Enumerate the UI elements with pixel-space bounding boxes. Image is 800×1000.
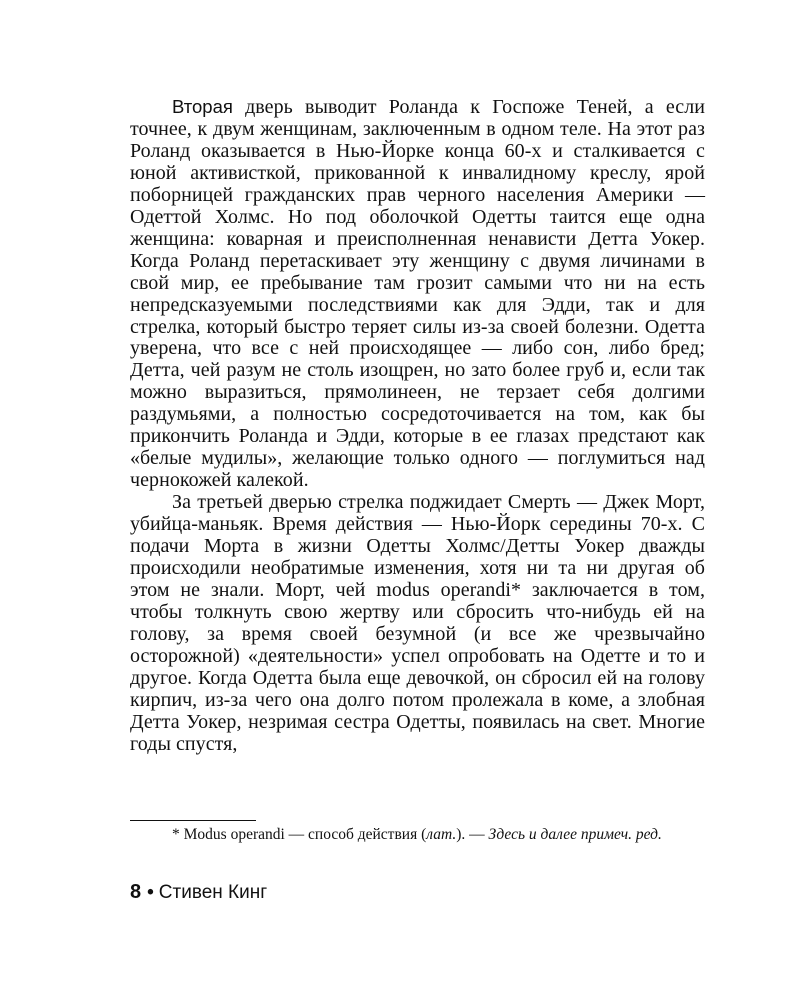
bullet-separator: •	[147, 882, 154, 903]
footnote-language: лат.	[426, 826, 457, 843]
page-number: 8	[130, 881, 142, 903]
footnote-middle: ). —	[456, 826, 489, 843]
page-body	[130, 96, 705, 756]
footnote	[130, 825, 705, 845]
footnote-divider	[130, 820, 256, 821]
running-footer	[130, 880, 267, 905]
footnote-editor-note: Здесь и далее примеч. ред.	[488, 826, 662, 843]
footnote-prefix: * Modus operandi — способ действия (	[172, 826, 427, 843]
author-name: Стивен Кинг	[158, 882, 268, 903]
paragraph-1	[130, 96, 705, 492]
paragraph-1-text	[130, 96, 705, 492]
paragraph-1-lead-word: Вторая	[172, 96, 233, 117]
paragraph-2	[130, 492, 705, 755]
paragraph-1-body: дверь выводит Роланда к Госпоже Теней, а если точнее, к двум женщинам, заключенным в одном теле. На этот раз Роланд оказывается в Нью-Йорке конца 60-х и сталкивается с юной активисткой, прикованной к инвалидному креслу, ярой поборницей гражданских прав черного населения Америки — Одеттой Холмс. Но под оболочкой Одетты таится еще одна женщина: коварная и преисполненная ненависти Детта Уокер. Когда Роланд перетаскивает эту женщину с двумя личинами в свой мир, ее пребывание там грозит самыми что ни на есть непредсказуемыми последствиями как для Эдди, так и для стрелка, который быстро теряет силы из-за своей болезни. Одетта уверена, что все с ней происходящее — либо сон, либо бред; Детта, чей разум не столь изощрен, но зато более груб и, если так можно выразиться, прямолинеен, не терзает себя долгими раздумьями, а полностью сосредоточивается на том, как бы прикончить Роланда и Эдди, которые в ее глазах предстают как «белые мудилы», желающие только одного — поглумиться над чернокожей калекой.	[130, 96, 705, 492]
paragraph-2-text: За третьей дверью стрелка поджидает Смерть — Джек Морт, убийца-маньяк. Время действия — Нью-Йорк середины 70-х. С подачи Морта в жизни Одетты Холмс/Детты Уокер дважды происходили необратимые изменения, хотя ни та ни другая об этом не знали. Морт, чей modus operandi* заключается в том, чтобы толкнуть свою жертву или сбросить что-нибудь ей на голову, за время своей безумной (и все же чрезвычайно осторожной) «деятельности» успел опробовать на Одетте и то и другое. Когда Одетта была еще девочкой, он сбросил ей на голову кирпич, из-за чего она долго потом пролежала в коме, а злобная Детта Уокер, незримая сестра Одетты, появилась на свет. Многие годы спустя,	[130, 491, 705, 755]
